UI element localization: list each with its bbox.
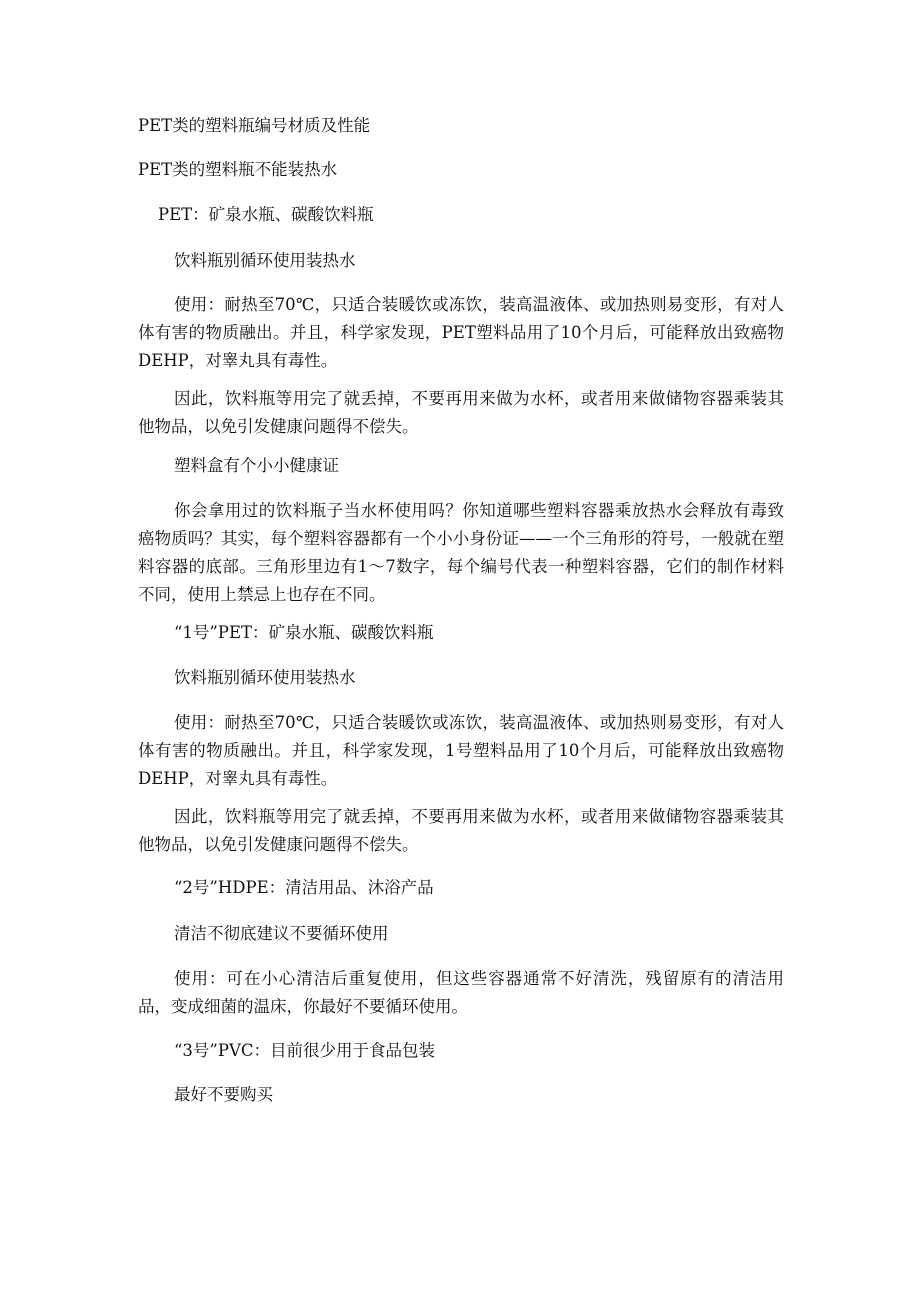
paragraph-10: 使用：耐热至70℃，只适合装暖饮或冻饮，装高温液体、或加热则易变形，有对人体有害的物质融出。并且，科学家发现，1号塑料品用了10个月后，可能释放出致癌物DEHP，对睾丸具有毒性。 xyxy=(138,713,784,788)
paragraph-12: “2号”HDPE：清洁用品、沐浴产品 xyxy=(174,878,434,897)
paragraph-14: 使用：可在小心清洁后重复使用，但这些容器通常不好清洗，残留原有的清洁用品，变成细菌的温床，你最好不要循环使用。 xyxy=(138,969,784,1016)
paragraph-8: “1号”PET：矿泉水瓶、碳酸饮料瓶 xyxy=(174,623,434,642)
paragraph-9: 饮料瓶别循环使用装热水 xyxy=(174,668,356,687)
paragraph-7: 你会拿用过的饮料瓶子当水杯使用吗？你知道哪些塑料容器乘放热水会释放有毒致癌物质吗？其实，每个塑料容器都有一个小小身份证——一个三角形的符号，一般就在塑料容器的底部。三角形里边有1～7数字，每个编号代表一种塑料容器，它们的制作材料不同，使用上禁忌上也存在不同。 xyxy=(138,501,784,604)
paragraph-2: PET：矿泉水瓶、碳酸饮料瓶 xyxy=(158,205,374,224)
document-title: PET类的塑料瓶编号材质及性能 xyxy=(138,116,371,135)
paragraph-16: 最好不要购买 xyxy=(174,1085,273,1104)
paragraph-4: 使用：耐热至70℃，只适合装暖饮或冻饮，装高温液体、或加热则易变形，有对人体有害的物质融出。并且，科学家发现，PET塑料品用了10个月后，可能释放出致癌物DEHP，对睾丸具有毒性。 xyxy=(138,295,784,370)
paragraph-6: 塑料盒有个小小健康证 xyxy=(174,456,339,475)
paragraph-15: “3号”PVC：目前很少用于食品包装 xyxy=(174,1041,436,1060)
paragraph-11: 因此，饮料瓶等用完了就丢掉，不要再用来做为水杯，或者用来做储物容器乘装其他物品，以免引发健康问题得不偿失。 xyxy=(138,807,784,854)
paragraph-5: 因此，饮料瓶等用完了就丢掉，不要再用来做为水杯，或者用来做储物容器乘装其他物品，以免引发健康问题得不偿失。 xyxy=(138,389,784,436)
paragraph-1: PET类的塑料瓶不能装热水 xyxy=(138,160,338,179)
paragraph-13: 清洁不彻底建议不要循环使用 xyxy=(174,924,389,943)
paragraph-3: 饮料瓶别循环使用装热水 xyxy=(174,251,356,270)
